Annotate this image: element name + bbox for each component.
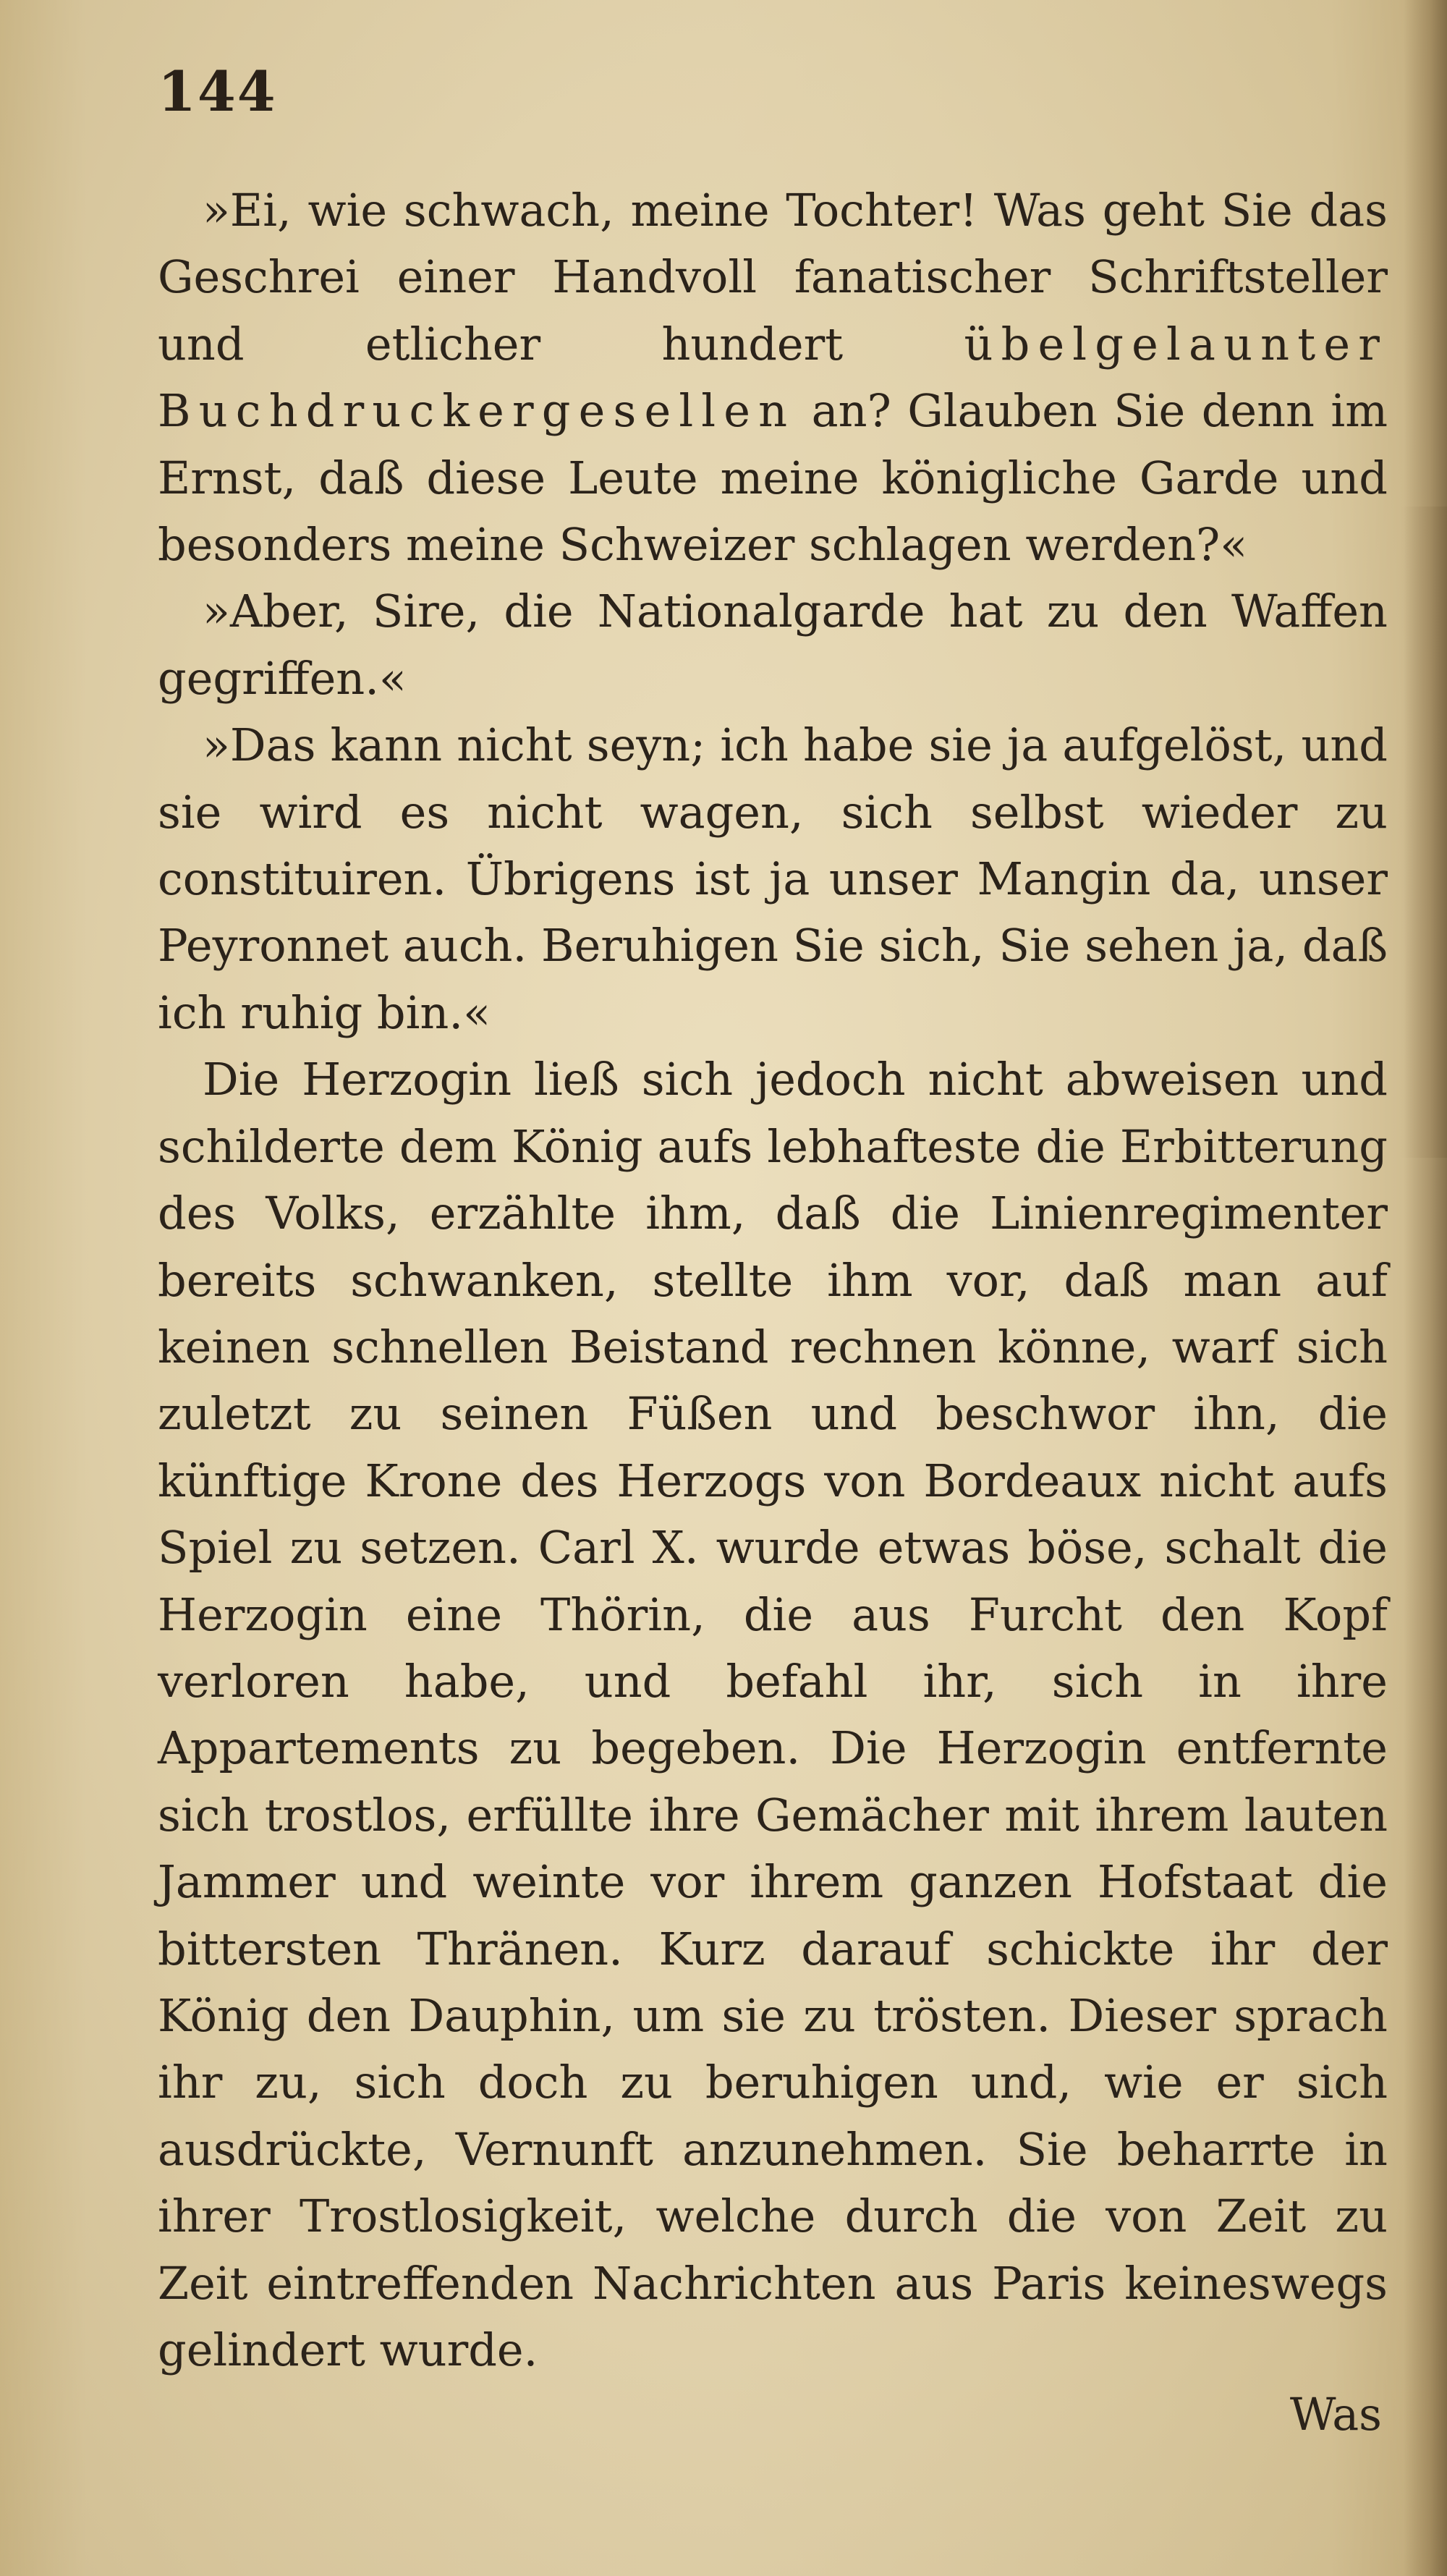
page-number: 144 xyxy=(158,59,277,124)
emphasized-text: übelgelaunter Buchdruckergesellen xyxy=(158,317,1388,438)
body-text xyxy=(158,177,1388,2384)
paragraph: »Aber, Sire, die Nationalgarde hat zu den Waffen gegriffen.« xyxy=(158,585,1388,705)
catchword: Was xyxy=(1289,2388,1382,2441)
paragraph: Die Herzogin ließ sich jedoch nicht abweisen und schilderte dem König aufs lebhafteste die Erbitterung des Volks, erzählte ihm, daß die Linienregimenter bereits schwanken, stellte ihm vor, daß man auf keinen schnellen Beistand rechnen könne, warf sich zuletzt zu seinen Füßen und beschwor ihn, die künftige Krone des Herzogs von Bordeaux nicht aufs Spiel zu setzen. Carl X. wurde etwas böse, schalt die Herzogin eine Thörin, die aus Furcht den Kopf verloren habe, und befahl ihr, sich in ihre Appartements zu begeben. Die Herzogin entfernte sich trostlos, erfüllte ihre Gemächer mit ihrem lauten Jammer und weinte vor ihrem ganzen Hofstaat die bittersten Thränen. Kurz darauf schickte ihr der König den Dauphin, um sie zu trösten. Dieser sprach ihr zu, sich doch zu beruhigen und, wie er sich ausdrückte, Vernunft anzunehmen. Sie beharrte in ihrer Trostlosigkeit, welche durch die von Zeit zu Zeit eintreffenden Nachrichten aus Paris keineswegs gelindert wurde. xyxy=(158,1053,1388,2376)
page-edge-shadow xyxy=(1404,0,1447,2576)
paragraph-text: an? Glauben Sie denn im Ernst, daß diese Leute meine königliche Garde und besonders meine Schweizer schlagen werden?« xyxy=(158,384,1388,572)
paragraph-text: »Ei, wie schwach, meine Tochter! Was geht Sie das Geschrei einer Handvoll fanatischer Schriftsteller und etlicher hundert xyxy=(158,184,1388,370)
paragraph xyxy=(158,177,1388,578)
paragraph: »Das kann nicht seyn; ich habe sie ja aufgelöst, und sie wird es nicht wagen, sich selbst wieder zu constituiren. Übrigens ist ja unser Mangin da, unser Peyronnet auch. Beruhigen Sie sich, Sie sehen ja, daß ich ruhig bin.« xyxy=(158,719,1388,1039)
